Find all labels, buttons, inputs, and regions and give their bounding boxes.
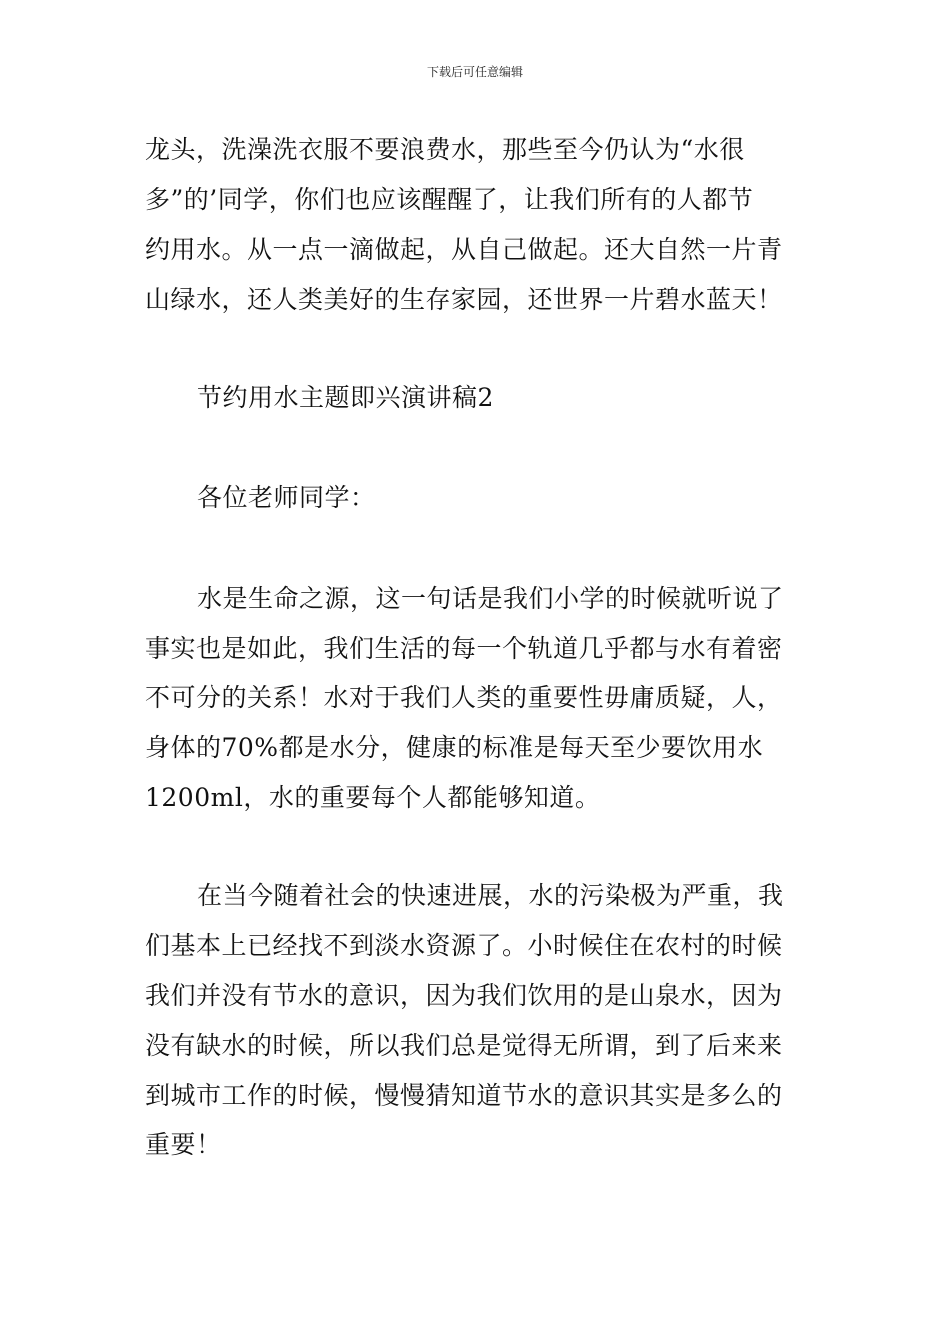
paragraph-3-line-1: 在当今随着社会的快速进展，水的污染极为严重，我 — [197, 881, 784, 910]
paragraph-1-line-4: 山绿水，还人类美好的生存家园，还世界一片碧水蓝天！ — [145, 285, 783, 314]
paragraph-1-line-1: 龙头，洗澡洗衣服不要浪费水，那些至今仍认为“水很 — [145, 135, 745, 164]
paragraph-3-line-2: 们基本上已经找不到淡水资源了。小时候住在农村的时候 — [145, 931, 783, 960]
paragraph-2-line-5: 1200ml，水的重要每个人都能够知道。 — [145, 783, 601, 812]
paragraph-3-line-3: 我们并没有节水的意识，因为我们饮用的是山泉水，因为 — [145, 981, 783, 1010]
paragraph-2-line-4: 身体的70%都是水分，健康的标准是每天至少要饮用水 — [145, 733, 764, 762]
paragraph-2-line-1: 水是生命之源，这一句话是我们小学的时候就听说了 — [197, 584, 784, 613]
greeting: 各位老师同学： — [197, 483, 376, 512]
section-title: 节约用水主题即兴演讲稿2 — [197, 383, 494, 412]
paragraph-1-line-2: 多”的’同学，你们也应该醒醒了，让我们所有的人都节 — [145, 185, 754, 214]
paragraph-3-line-5: 到城市工作的时候，慢慢猜知道节水的意识其实是多么的 — [145, 1081, 783, 1110]
paragraph-2-line-2: 事实也是如此，我们生活的每一个轨道几乎都与水有着密 — [145, 634, 783, 663]
page-header-note: 下载后可任意编辑 — [426, 65, 523, 79]
paragraph-3-line-6: 重要！ — [145, 1130, 222, 1159]
paragraph-1-line-3: 约用水。从一点一滴做起，从自己做起。还大自然一片青 — [145, 235, 783, 264]
paragraph-3-line-4: 没有缺水的时候，所以我们总是觉得无所谓，到了后来来 — [145, 1031, 783, 1060]
paragraph-2-line-3: 不可分的关系！水对于我们人类的重要性毋庸质疑，人， — [145, 683, 783, 712]
